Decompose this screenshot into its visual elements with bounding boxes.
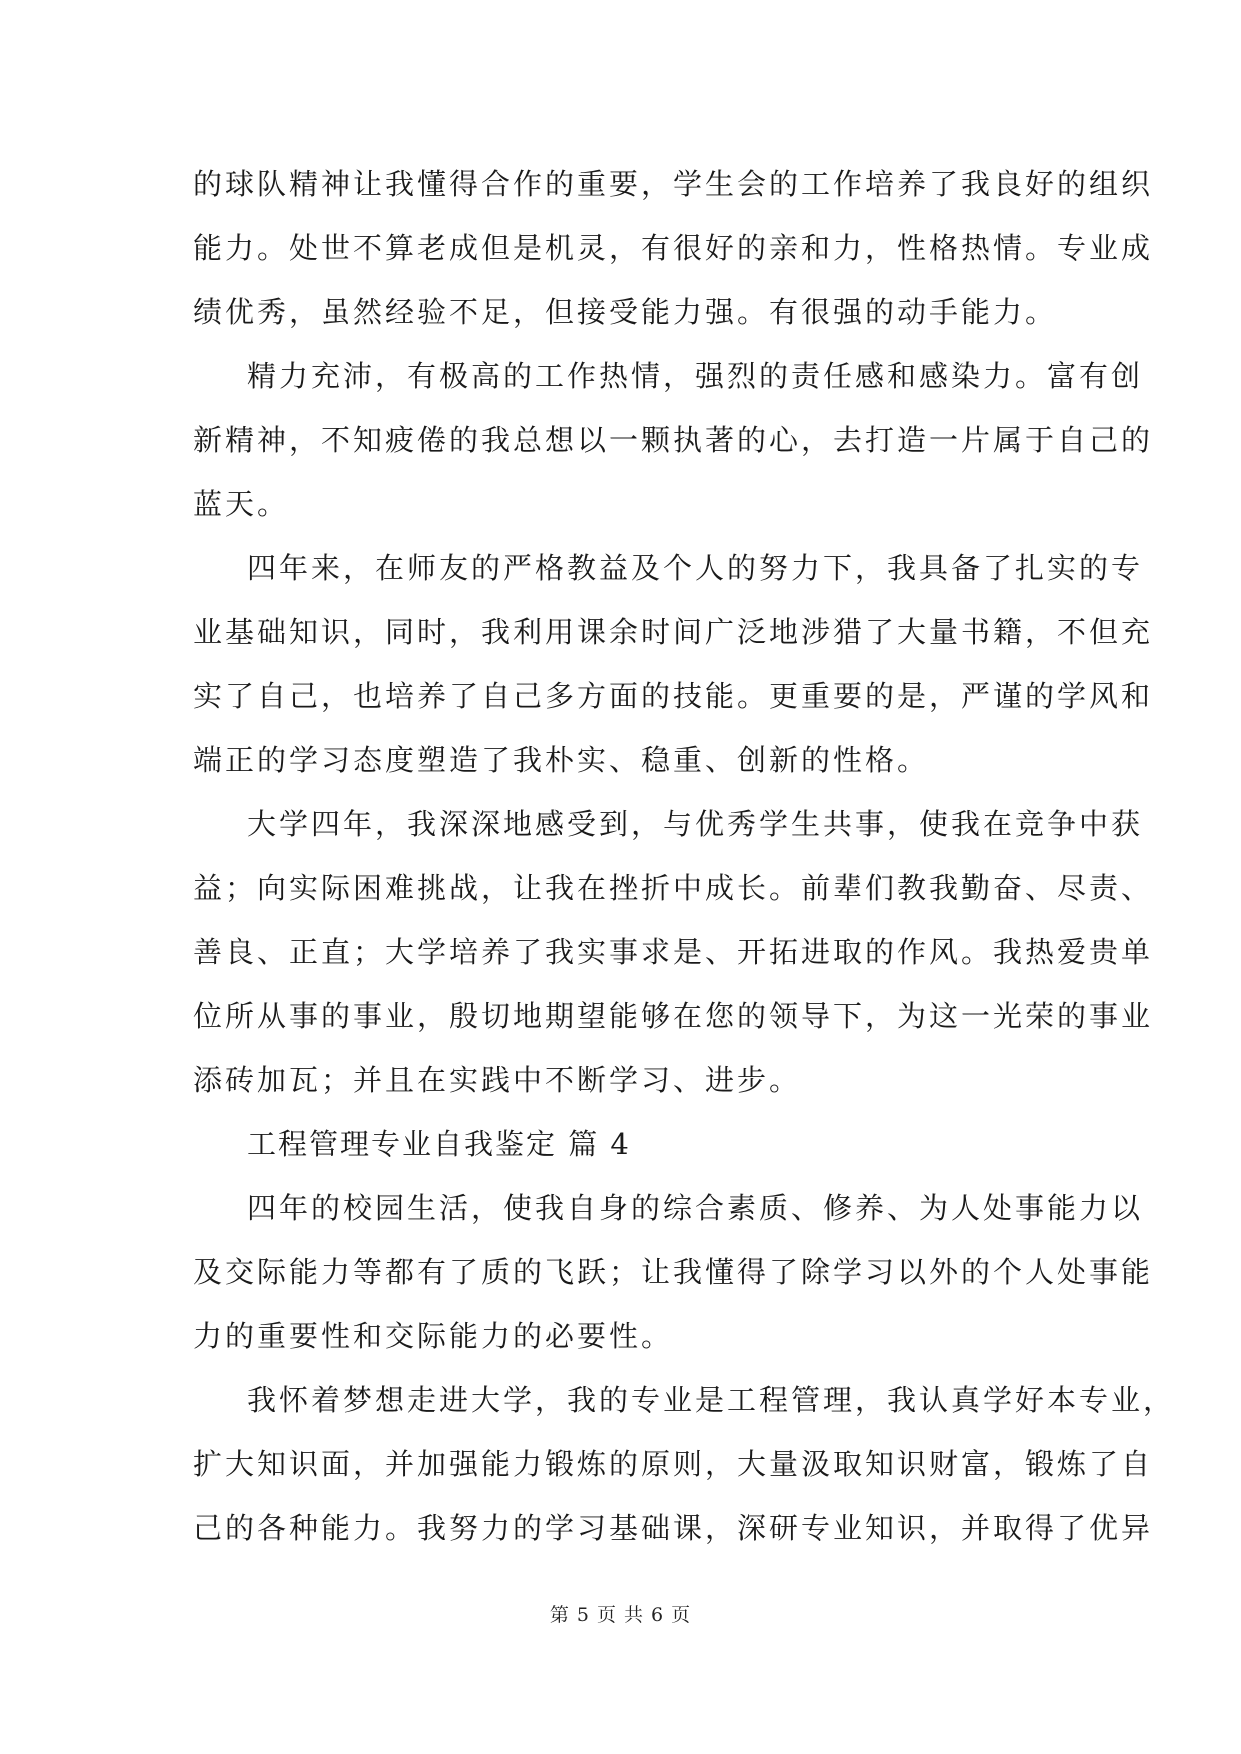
text-line: 力的重要性和交际能力的必要性。 (193, 1319, 674, 1353)
text-line: 善良、正直；大学培养了我实事求是、开拓进取的作风。我热爱贵单 (193, 935, 1154, 969)
text-line: 添砖加瓦；并且在实践中不断学习、进步。 (193, 1063, 802, 1097)
paragraph-first-line: 精力充沛，有极高的工作热情，强烈的责任感和感染力。富有创 (247, 359, 1144, 393)
section-heading: 工程管理专业自我鉴定 篇 4 (247, 1127, 631, 1161)
text-line: 的球队精神让我懂得合作的重要，学生会的工作培养了我良好的组织 (193, 167, 1154, 201)
text-line: 位所从事的事业，殷切地期望能够在您的领导下，为这一光荣的事业 (193, 999, 1154, 1033)
paragraph-first-line: 大学四年，我深深地感受到，与优秀学生共事，使我在竞争中获 (247, 807, 1144, 841)
text-line: 实了自己，也培养了自己多方面的技能。更重要的是，严谨的学风和 (193, 679, 1154, 713)
paragraph-first-line: 四年来，在师友的严格教益及个人的努力下，我具备了扎实的专 (247, 551, 1144, 585)
text-line: 己的各种能力。我努力的学习基础课，深研专业知识，并取得了优异 (193, 1511, 1154, 1545)
paragraph-first-line: 我怀着梦想走进大学，我的专业是工程管理，我认真学好本专业， (247, 1383, 1176, 1417)
page-number-footer: 第 5 页 共 6 页 (549, 1604, 692, 1626)
text-line: 能力。处世不算老成但是机灵，有很好的亲和力，性格热情。专业成 (193, 231, 1154, 265)
text-line: 蓝天。 (193, 487, 290, 521)
paragraph-first-line: 四年的校园生活，使我自身的综合素质、修养、为人处事能力以 (247, 1191, 1144, 1225)
text-line: 端正的学习态度塑造了我朴实、稳重、创新的性格。 (193, 743, 930, 777)
text-line: 及交际能力等都有了质的飞跃；让我懂得了除学习以外的个人处事能 (193, 1255, 1154, 1289)
text-line: 业基础知识，同时，我利用课余时间广泛地涉猎了大量书籍，不但充 (193, 615, 1154, 649)
text-line: 益；向实际困难挑战，让我在挫折中成长。前辈们教我勤奋、尽责、 (193, 871, 1154, 905)
text-line: 新精神，不知疲倦的我总想以一颗执著的心，去打造一片属于自己的 (193, 423, 1154, 457)
text-line: 扩大知识面，并加强能力锻炼的原则，大量汲取知识财富，锻炼了自 (193, 1447, 1154, 1481)
text-line: 绩优秀，虽然经验不足，但接受能力强。有很强的动手能力。 (193, 295, 1058, 329)
